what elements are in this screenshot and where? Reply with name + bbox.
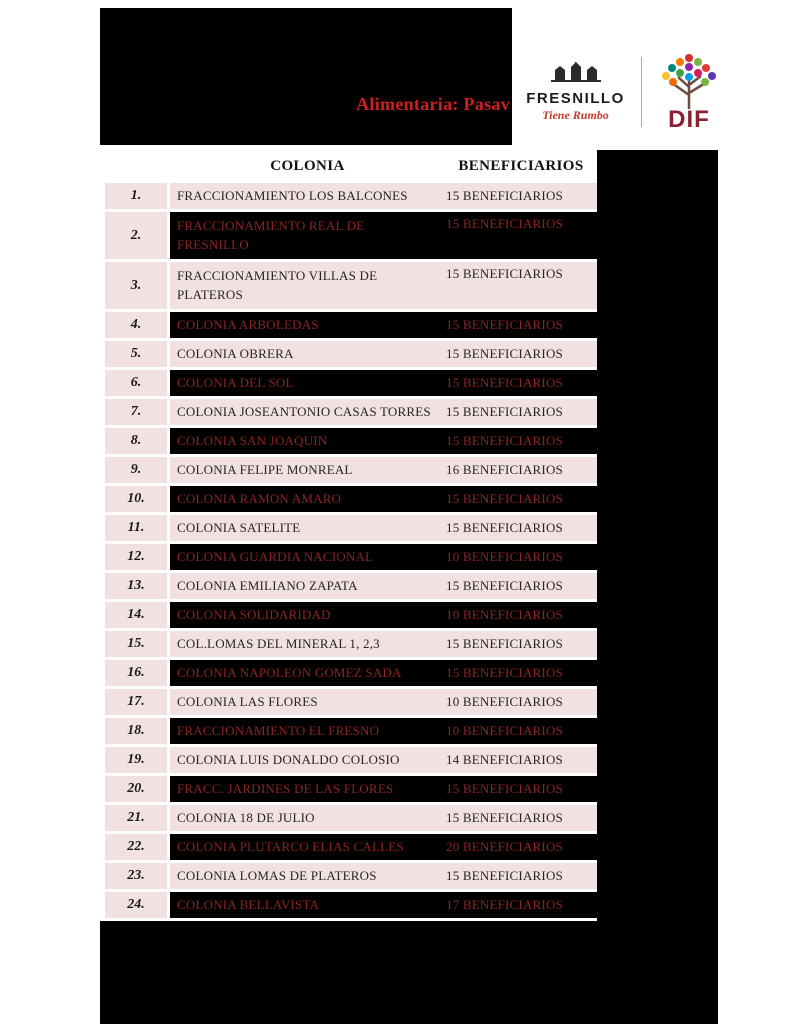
dif-logo: [650, 51, 728, 134]
row-number: 15.: [105, 631, 167, 657]
row-number: 1.: [105, 183, 167, 209]
row-beneficiarios: 15 BENEFICIARIOS: [446, 868, 563, 883]
redacted-right-block: [597, 150, 718, 921]
row-colonia: COLONIA SATELITE: [177, 520, 301, 535]
row-content: [170, 183, 597, 209]
fresnillo-logo: [518, 61, 633, 123]
row-content: [170, 631, 597, 657]
column-header-beneficiarios: BENEFICIARIOS: [458, 158, 584, 174]
redacted-header-block: [100, 8, 512, 145]
row-content: [170, 457, 597, 483]
row-content: [170, 399, 597, 425]
row-content: [170, 370, 597, 396]
row-beneficiarios: 15 BENEFICIARIOS: [446, 317, 563, 332]
row-colonia: FRACCIONAMIENTO VILLAS DE PLATEROS: [177, 268, 378, 302]
row-content: [170, 747, 597, 773]
dif-tree-icon: [654, 51, 724, 109]
row-colonia: COLONIA FELIPE MONREAL: [177, 462, 353, 477]
row-content: [170, 312, 597, 338]
row-beneficiarios: 10 BENEFICIARIOS: [446, 694, 563, 709]
row-number: 19.: [105, 747, 167, 773]
table-row: [105, 834, 597, 860]
row-colonia: COLONIA PLUTARCO ELIAS CALLES: [177, 839, 404, 854]
row-colonia: COL.LOMAS DEL MINERAL 1, 2,3: [177, 636, 380, 651]
row-beneficiarios: 16 BENEFICIARIOS: [446, 462, 563, 477]
row-colonia: COLONIA NAPOLEON GOMEZ SADA: [177, 665, 402, 680]
table-row: [105, 892, 597, 918]
row-number: 12.: [105, 544, 167, 570]
fresnillo-building-icon: [551, 61, 601, 83]
row-number: 2.: [105, 212, 167, 259]
row-beneficiarios: 15 BENEFICIARIOS: [446, 404, 563, 419]
row-content: [170, 428, 597, 454]
row-beneficiarios: 15 BENEFICIARIOS: [446, 491, 563, 506]
beneficiaries-table: [105, 150, 597, 921]
table-row: [105, 718, 597, 744]
table-row: [105, 863, 597, 889]
row-colonia: FRACCIONAMIENTO LOS BALCONES: [177, 188, 408, 203]
table-row: [105, 312, 597, 338]
row-colonia: COLONIA OBRERA: [177, 346, 294, 361]
row-content: [170, 776, 597, 802]
row-content: [170, 212, 597, 259]
row-beneficiarios: 15 BENEFICIARIOS: [446, 810, 563, 825]
row-content: [170, 689, 597, 715]
row-colonia: COLONIA SAN JOAQUIN: [177, 433, 328, 448]
row-content: [170, 544, 597, 570]
table-row: [105, 399, 597, 425]
logo-area: [518, 42, 730, 142]
row-colonia: FRACCIONAMIENTO REAL DE FRESNILLO: [177, 218, 365, 252]
row-number: 6.: [105, 370, 167, 396]
table-row: [105, 486, 597, 512]
row-colonia: COLONIA EMILIANO ZAPATA: [177, 578, 358, 593]
row-colonia: FRACCIONAMIENTO EL FRESNO: [177, 723, 380, 738]
row-content: [170, 602, 597, 628]
row-colonia: COLONIA SOLIDARIDAD: [177, 607, 331, 622]
row-number: 18.: [105, 718, 167, 744]
row-number: 13.: [105, 573, 167, 599]
row-number: 21.: [105, 805, 167, 831]
row-content: [170, 892, 597, 918]
row-colonia: COLONIA LOMAS DE PLATEROS: [177, 868, 377, 883]
row-beneficiarios: 14 BENEFICIARIOS: [446, 752, 563, 767]
document-title: Alimentaria: Pasav: [356, 94, 510, 114]
dif-logo-text: DIF: [668, 105, 710, 133]
row-colonia: COLONIA DEL SOL: [177, 375, 294, 390]
row-content: [170, 834, 597, 860]
table-row: [105, 262, 597, 309]
row-colonia: COLONIA RAMON AMARO: [177, 491, 342, 506]
column-header-colonia: COLONIA: [270, 158, 345, 174]
fresnillo-tagline: Tiene Rumbo: [542, 108, 609, 122]
table-row: [105, 457, 597, 483]
row-beneficiarios: 15 BENEFICIARIOS: [446, 266, 563, 281]
row-content: [170, 486, 597, 512]
fresnillo-logo-text: FRESNILLO: [526, 90, 625, 107]
row-content: [170, 262, 597, 309]
table-row: [105, 747, 597, 773]
row-content: [170, 805, 597, 831]
row-beneficiarios: 15 BENEFICIARIOS: [446, 578, 563, 593]
row-number: 4.: [105, 312, 167, 338]
table-row: [105, 370, 597, 396]
table-row: [105, 515, 597, 541]
row-colonia: COLONIA ARBOLEDAS: [177, 317, 319, 332]
row-beneficiarios: 15 BENEFICIARIOS: [446, 216, 563, 231]
row-number: 9.: [105, 457, 167, 483]
table-row: [105, 212, 597, 259]
row-number: 17.: [105, 689, 167, 715]
row-content: [170, 515, 597, 541]
row-beneficiarios: 15 BENEFICIARIOS: [446, 346, 563, 361]
row-beneficiarios: 20 BENEFICIARIOS: [446, 839, 563, 854]
row-number: 23.: [105, 863, 167, 889]
row-content: [170, 718, 597, 744]
row-beneficiarios: 15 BENEFICIARIOS: [446, 433, 563, 448]
table-row: [105, 183, 597, 209]
table-body: [105, 183, 597, 918]
row-beneficiarios: 15 BENEFICIARIOS: [446, 188, 563, 203]
row-content: [170, 573, 597, 599]
row-beneficiarios: 15 BENEFICIARIOS: [446, 375, 563, 390]
row-colonia: COLONIA LUIS DONALDO COLOSIO: [177, 752, 400, 767]
table-row: [105, 776, 597, 802]
row-number: 8.: [105, 428, 167, 454]
row-number: 7.: [105, 399, 167, 425]
row-content: [170, 660, 597, 686]
table-row: [105, 660, 597, 686]
row-beneficiarios: 15 BENEFICIARIOS: [446, 665, 563, 680]
table-row: [105, 573, 597, 599]
table-row: [105, 631, 597, 657]
row-colonia: COLONIA 18 DE JULIO: [177, 810, 315, 825]
table-row: [105, 805, 597, 831]
row-number: 22.: [105, 834, 167, 860]
row-beneficiarios: 10 BENEFICIARIOS: [446, 607, 563, 622]
row-number: 16.: [105, 660, 167, 686]
row-content: [170, 863, 597, 889]
row-beneficiarios: 15 BENEFICIARIOS: [446, 636, 563, 651]
table-row: [105, 428, 597, 454]
row-number: 20.: [105, 776, 167, 802]
row-colonia: COLONIA JOSEANTONIO CASAS TORRES: [177, 404, 431, 419]
row-beneficiarios: 10 BENEFICIARIOS: [446, 723, 563, 738]
redacted-bottom-block: [100, 921, 718, 1024]
row-number: 11.: [105, 515, 167, 541]
table-row: [105, 689, 597, 715]
table-row: [105, 544, 597, 570]
row-beneficiarios: 15 BENEFICIARIOS: [446, 781, 563, 796]
row-beneficiarios: 10 BENEFICIARIOS: [446, 549, 563, 564]
table-row: [105, 341, 597, 367]
row-number: 10.: [105, 486, 167, 512]
row-colonia: COLONIA BELLAVISTA: [177, 897, 320, 912]
row-content: [170, 341, 597, 367]
row-number: 14.: [105, 602, 167, 628]
row-colonia: COLONIA GUARDIA NACIONAL: [177, 549, 374, 564]
row-colonia: COLONIA LAS FLORES: [177, 694, 318, 709]
row-number: 5.: [105, 341, 167, 367]
table-header-row: [105, 150, 597, 183]
table-row: [105, 602, 597, 628]
row-colonia: FRACC. JARDINES DE LAS FLORES: [177, 781, 394, 796]
row-beneficiarios: 17 BENEFICIARIOS: [446, 897, 563, 912]
row-number: 24.: [105, 892, 167, 918]
row-beneficiarios: 15 BENEFICIARIOS: [446, 520, 563, 535]
row-number: 3.: [105, 262, 167, 309]
logo-divider: [641, 57, 642, 127]
